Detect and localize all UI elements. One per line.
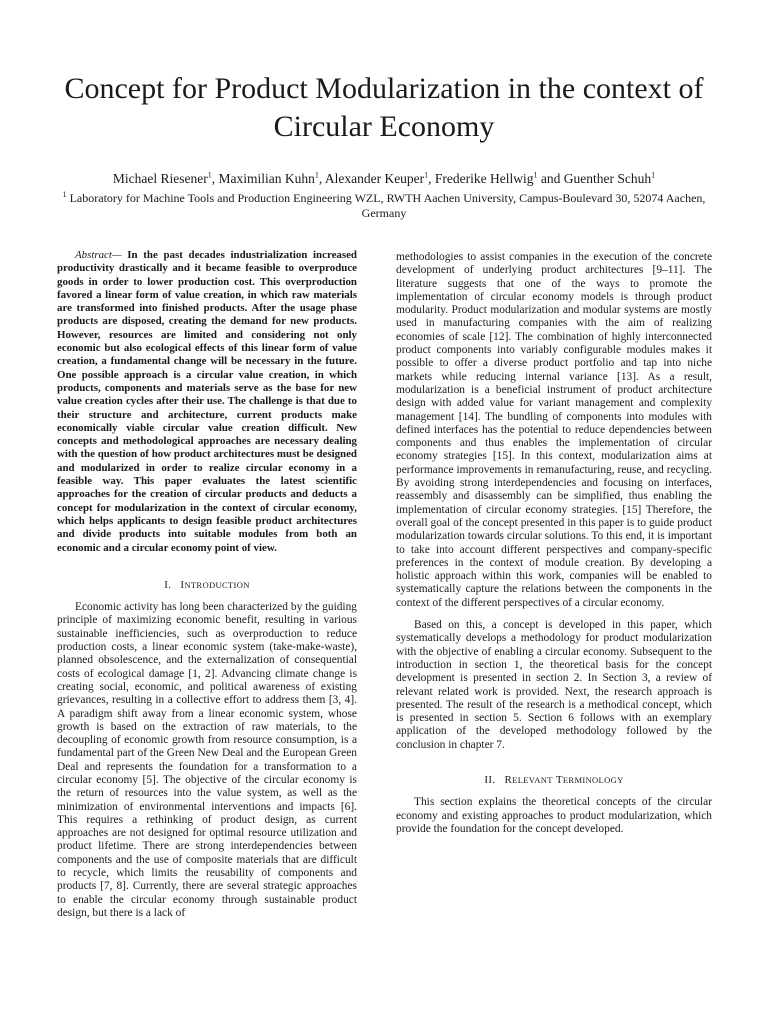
introduction-continuation: methodologies to assist companies in the execution of the concrete development of underlying product architectures [9–11]. The literature suggests that one of the ways to promote the implementation of circular economy models is through product modularity. Product modularization and modular systems are mostly used in manufacturing companies with the aim of realizing economies of scale [12]. The combination of highly interconnected product components into variably configurable modules makes it possible to offer a diverse product portfolio and tap into niche markets while reducing internal variance [13]. As a result, modularization is a beneficial instrument of product architecture design with added value for variant management and complexity management [14]. The bundling of components into modules with defined interfaces has the potential to reduce dependencies between components and thus enables the implementation of circular economy strategies [15]. In this context, modularization aims at performance improvements in remanufacturing, reuse, and recycling. By avoiding strong interdependencies and focusing on interfaces, reassembly and disassembly can be simplified, thus enabling the implementation of circular economy strategies. [15] Therefore, the overall goal of the concept presented in this paper is to guide product modularization towards circular solutions. To this end, it is important to take into account different perspectives and company-specific preferences in the context of module creation. By developing a holistic approach within this work, companies will be enabled to systematically capture the relations between the components in the context of the different perspectives of a circular economy.: [396, 251, 712, 609]
affiliation: [60, 191, 708, 221]
author-list: Michael Riesener$^1$, Maximilian Kuhn$^1$, Alexander Keuper$^1$, Frederike Hellwig$^1$ and Guenther Schuh$^1$: [112, 170, 656, 186]
author-name: Frederike Hellwig: [434, 171, 534, 186]
outline-paragraph: Based on this, a concept is developed in this paper, which systematically develops a methodology for product modularization with the objective of enabling a circular economy. Subsequent to the introduction in section 1, the theoretical basis for the concept development is presented in section 2. In Section 3, a review of relevant related work is provided. Next, the research approach is presented. The result of the research is a methodical concept, which is presented in section 5. Section 6 follows with an exemplary application of the developed methodology followed by the conclusion in chapter 7.: [396, 619, 712, 751]
affiliation-mark: 1: [62, 190, 67, 199]
abstract-text: In the past decades industrialization increased productivity drastically and it became feasible to overproduce goods in order to lower production cost. This overproduction favored a linear form of value creation, in which raw materials are transformed into finished products. After the usage phase products are disposed, creating the demand for new products. However, resources are limited and considering not only economic but also ecological effects of this linear form of value creation, a fundamental change will be necessary in the future. One possible approach is a circular value creation, in which products, components and materials serve as the base for new value creation cycles after their use. The challenge is that due to their structure and architecture, current products make economically viable circular value creation difficult. New concepts and methodological approaches are necessary dealing with the question of how product architectures must be designed and modularized in order to realize circular economy in a feasible way. This paper evaluates the latest scientific approaches for the creation of circular products and deducts a concept for modularization in the context of circular economy, which helps applicants to design feasible product architectures and divide products into suitable modules from both an economic and a circular economy point of view.: [57, 249, 357, 554]
affiliation-mark: 1: [314, 170, 319, 180]
section-heading-introduction: I. INTRODUCTION: [164, 578, 250, 591]
left-column: [57, 249, 357, 920]
section-heading-terminology: II. RELEVANT TERMINOLOGY: [484, 773, 624, 786]
abstract: [57, 249, 357, 555]
affiliation-mark: 1: [424, 170, 429, 180]
author-name: Maximilian Kuhn: [218, 171, 315, 186]
affiliation-text: Laboratory for Machine Tools and Production Engineering WZL, RWTH Aachen University, Campus-Boulevard 30, 52074 Aachen, Germany: [69, 191, 706, 220]
affiliation-mark: 1: [207, 170, 212, 180]
abstract-label: Abstract—: [75, 249, 122, 261]
affiliation-mark: 1: [533, 170, 538, 180]
terminology-paragraph: This section explains the theoretical concepts of the circular economy and existing approaches to product modularization, which provide the foundation for the concept developed.: [396, 796, 712, 835]
affiliation-mark: 1: [651, 170, 656, 180]
author-name: Michael Riesener: [112, 171, 208, 186]
introduction-paragraph: Economic activity has long been characterized by the guiding principle of maximizing economic benefit, resulting in various sustainable inefficiencies, such as overproduction to reduce production costs, a linear economic system (take-make-waste), planned obsolescence, and the externalization of consequential costs of ecological damage [1, 2]. Advancing climate change is creating social, economic, and political awareness of existing grievances, resulting in a collective effort to address them [3, 4]. A paradigm shift away from a linear economic system, whose growth is based on the extraction of raw materials, to the decoupling of economic growth from resource consumption, is a fundamental part of the Green New Deal and the European Green Deal and represents the foundation for a transformation to a circular economy [5]. The objective of the circular economy is the return of resources into the value system, as well as the minimization of environmental interventions and impacts [6]. This requires a rethinking of product design, as current approaches are not designed for optimal resource utilization and product lifetime. There are strong interdependencies between components and the use of composite materials that are difficult to recycle, which limits the reusability of components and products [7, 8]. Currently, there are several strategic approaches to enable the circular economy through sustainable product design, but there is a lack of: [57, 601, 357, 919]
author-name: Alexander Keuper: [324, 171, 425, 186]
author-name: Guenther Schuh: [563, 171, 652, 186]
paper-title: Concept for Product Modularization in the context of Circular Economy: [64, 72, 704, 143]
right-column: [396, 251, 712, 836]
